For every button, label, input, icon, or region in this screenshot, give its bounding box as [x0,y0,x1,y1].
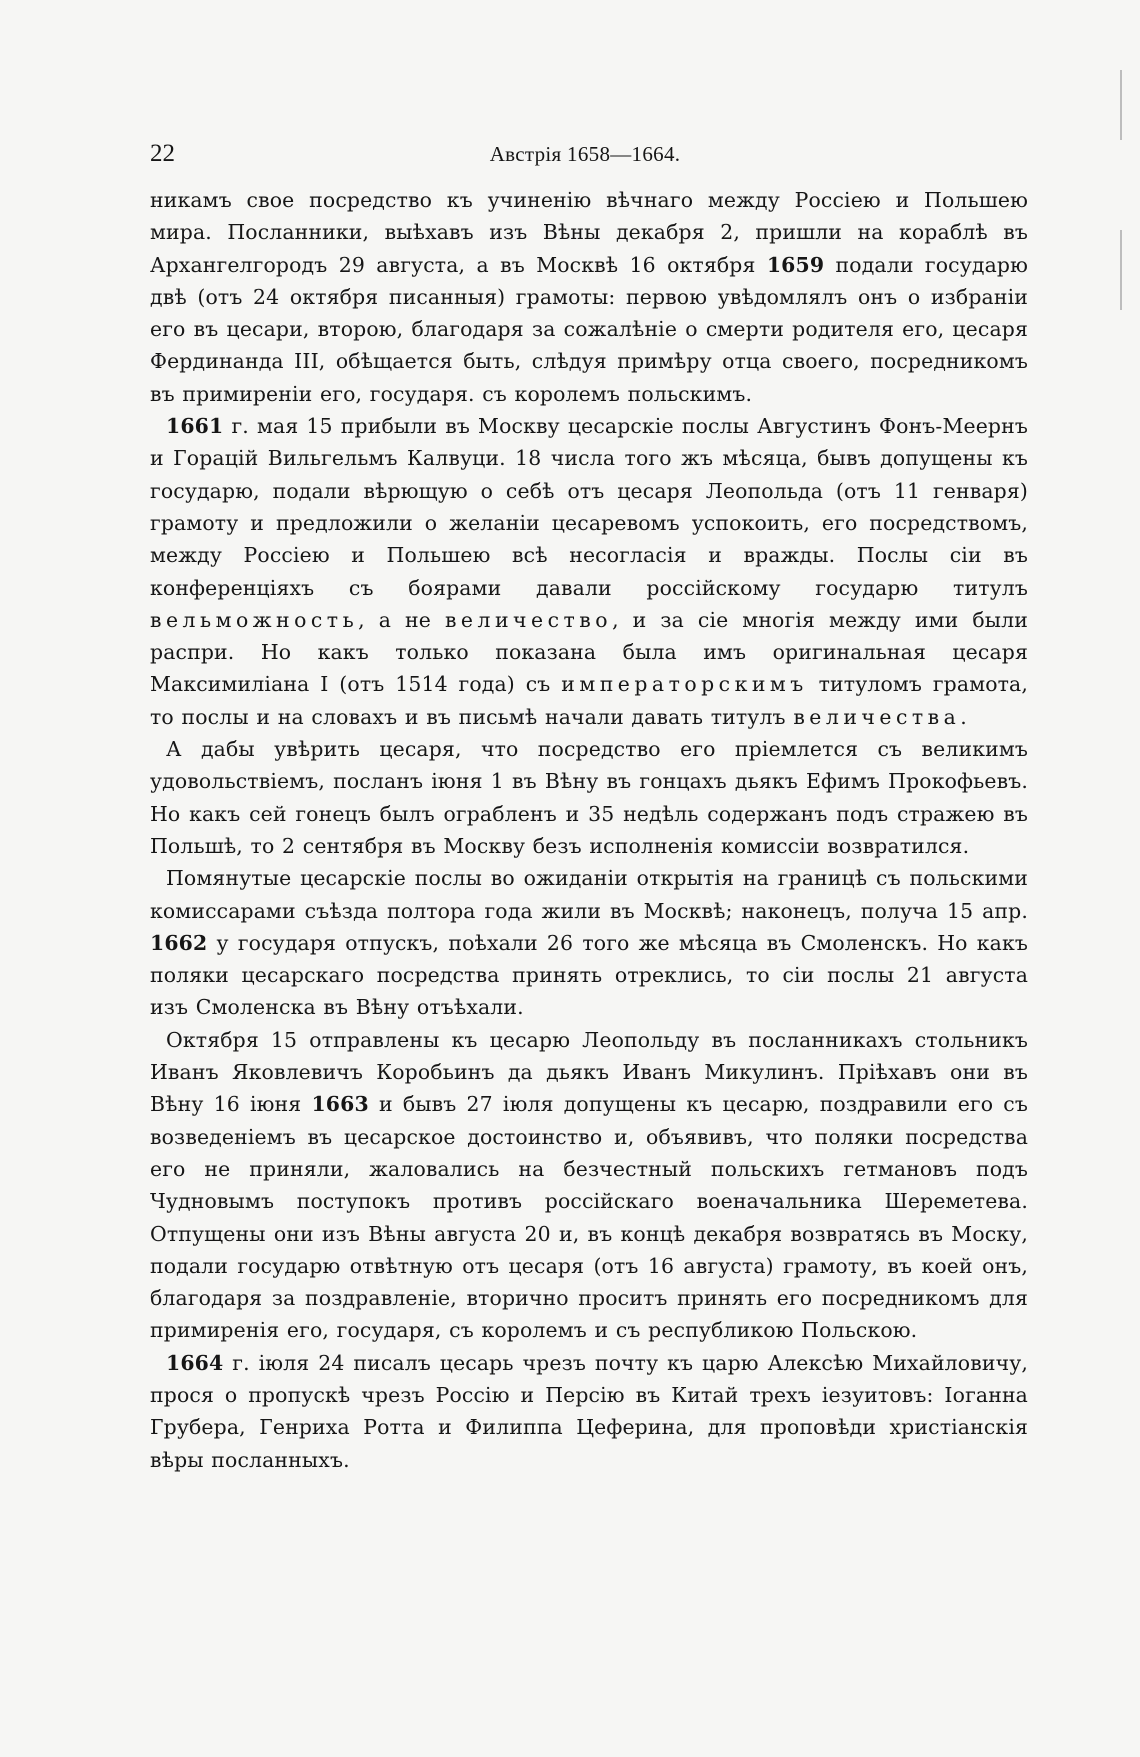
text-run: Октября 15 отправлены къ цесарю Леопольду въ посланникахъ стольникъ Иванъ Яковлевичъ Коробьинъ да дьякъ Иванъ Микулинъ. Пріѣхавъ они въ Вѣну 16 іюня [150,1027,1028,1117]
scan-edge-mark [1120,230,1122,310]
paragraph [150,410,1028,733]
year-highlight: 1661 [166,414,224,439]
running-title: Австрія 1658—1664. [489,142,681,166]
paragraph [150,1024,1028,1347]
text-run: у государя отпускъ, поѣхали 26 того же мѣсяца въ Смоленскъ. Но какъ поляки цесарскаго посредства принять отреклись, то сіи послы 21 августа изъ Смоленска въ Вѣну отъѣхали. [150,930,1028,1020]
paragraph [150,733,1028,862]
paragraph [150,184,1028,410]
page-number: 22 [150,140,175,167]
text-run: г. іюля 24 писалъ цесарь чрезъ почту къ царю Алексѣю Михайловичу, прося о пропускѣ чрезъ Россію и Персію въ Китай трехъ іезуитовъ: Іоганна Грубера, Генриха Ротта и Филиппа Цеферина, для проповѣди христіанскія вѣры посланныхъ. [150,1350,1028,1472]
paragraph [150,1347,1028,1476]
text-run: А дабы увѣрить цесаря, что посредство его пріемлется съ великимъ удовольствіемъ, посланъ іюня 1 въ Вѣну въ гонцахъ дьякъ Ефимъ Прокофьевъ. Но какъ сей гонецъ былъ ограбленъ и 35 недѣль содержанъ подъ стражею въ Польшѣ, то 2 сентября въ Москву безъ исполненія комиссіи возвратился. [150,737,1028,858]
text-run: . [960,704,967,729]
year-highlight: 1663 [311,1092,369,1117]
text-run: Помянутые цесарскіе послы во ожиданіи открытія на границѣ съ польскими комиссарами съѣзда полтора года жили въ Москвѣ; наконецъ, получа 15 апр. [150,866,1028,923]
year-highlight: 1664 [166,1350,224,1375]
scan-edge-mark [1120,70,1122,140]
paragraph [150,862,1028,1023]
text-run: подали государю двѣ (отъ 24 октября писанныя) грамоты: первою увѣдомлялъ онъ о избраніи его въ цесари, второю, благодаря за сожалѣніе о смерти родителя его, цесаря Фердинанда III, обѣщается быть, слѣдуя примѣру отца своего, посредникомъ въ примиреніи его, государя. съ королемъ польскимъ. [150,252,1028,406]
letterspaced-emphasis: величества [793,704,961,729]
year-highlight: 1662 [150,930,208,955]
text-run: г. мая 15 прибыли въ Москву цесарскіе послы Августинъ Фонъ-Меернъ и Горацій Вильгельмъ Калвуци. 18 числа того жъ мѣсяца, бывъ допущены къ государю, подали вѣрющую о себѣ отъ цесаря Леопольда (отъ 11 генваря) грамоту и предложили о желаніи цесаревомъ успокоить, его посредствомъ, между Россіею и Польшею всѣ несогласія и вражды. Послы сіи въ конференціяхъ съ боярами давали россійскому государю титулъ [150,414,1028,600]
letterspaced-emphasis: величество [444,607,613,632]
page-header [150,140,1020,174]
letterspaced-emphasis: императорскимъ [561,672,808,697]
body-text [150,184,1028,1476]
year-highlight: 1659 [766,252,825,277]
text-run: титуломъ грамота, то послы и на словахъ и въ письмѣ начали давать титулъ [150,672,1028,729]
text-run: , и за сіе многія между ими были распри. Но какъ только показана была имъ оригинальная цесаря Максимиліана I (отъ 1514 года) съ [150,607,1029,697]
text-run: никамъ свое посредство къ учиненію вѣчнаго между Россіею и Польшею мира. Посланники, выѣхавъ изъ Вѣны декабря 2, пришли на кораблѣ въ Архангелгородъ 29 августа, а въ Москвѣ 16 октября [150,188,1028,277]
letterspaced-emphasis: вельможность [150,607,359,632]
text-run: , а не [358,607,445,632]
text-run: и бывъ 27 іюля допущены къ цесарю, поздравили его съ возведеніемъ въ цесарское достоинство и, объявивъ, что поляки посредства его не приняли, жаловались на безчестный польскихъ гетмановъ подъ Чудновымъ поступокъ противъ россійскаго военачальника Шереметева. Отпущены они изъ Вѣны августа 20 и, въ концѣ декабря возвратясь въ Моску, подали государю отвѣтную отъ цесаря (отъ 16 августа) грамоту, въ коей онъ, благодаря за поздравленіе, вторично проситъ принять его посредникомъ для примиренія его, государя, съ королемъ и съ республикою Польскою. [150,1092,1028,1343]
